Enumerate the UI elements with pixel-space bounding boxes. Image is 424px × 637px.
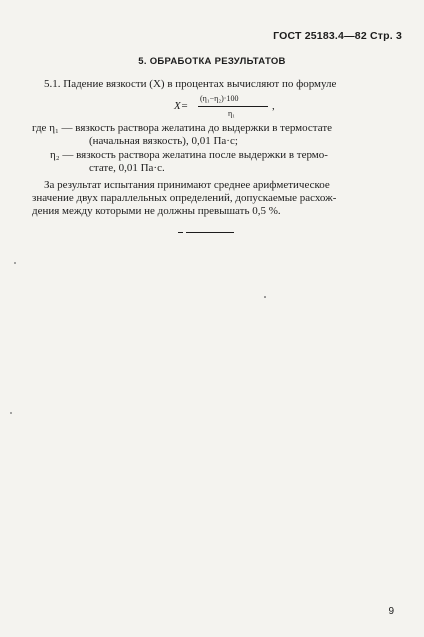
- formula-comma: ,: [272, 100, 275, 112]
- end-divider-short: [178, 232, 183, 233]
- definition-eta2-line2: стате, 0,01 Па·с.: [89, 162, 165, 174]
- scan-speck: [10, 412, 12, 414]
- paragraph-5-1: 5.1. Падение вязкости (X) в процентах вычисляют по формуле: [44, 78, 337, 90]
- result-paragraph-line2: значение двух параллельных определений, допускаемые расхож-: [32, 192, 337, 204]
- scan-speck: [264, 296, 266, 298]
- formula-denominator: η₁: [228, 109, 235, 118]
- result-paragraph-line3: дения между которыми не должны превышать 0,5 %.: [32, 205, 281, 217]
- page-number: 9: [388, 606, 394, 617]
- end-divider: [186, 232, 234, 233]
- formula-lhs: X=: [174, 100, 189, 112]
- document-header: ГОСТ 25183.4—82 Стр. 3: [273, 30, 402, 42]
- definition-eta1-line2: (начальная вязкость), 0,01 Па·с;: [89, 135, 238, 147]
- section-title: 5. ОБРАБОТКА РЕЗУЛЬТАТОВ: [138, 56, 286, 67]
- scan-speck: [14, 262, 16, 264]
- fraction-bar: [198, 106, 268, 107]
- formula-numerator: (η₁−η₂)·100: [200, 94, 239, 103]
- definition-eta2-line1: η₂ — вязкость раствора желатина после выдержки в термо-: [50, 149, 328, 161]
- viscosity-formula: [174, 94, 284, 124]
- definition-eta1-line1: где η₁ — вязкость раствора желатина до выдержки в термостате: [32, 122, 333, 134]
- result-paragraph-line1: За результат испытания принимают среднее арифметическое: [44, 179, 330, 191]
